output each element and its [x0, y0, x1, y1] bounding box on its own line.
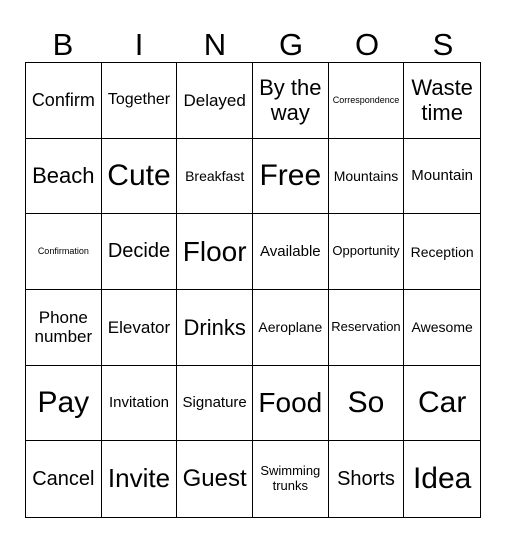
bingo-cell: Reservation: [329, 290, 405, 366]
bingo-cell: Reception: [404, 214, 480, 290]
bingo-cell: Idea: [412, 461, 472, 495]
bingo-cell: Breakfast: [177, 139, 253, 215]
bingo-cell: Swimming trunks: [253, 441, 329, 517]
bingo-cell: Opportunity: [329, 214, 405, 290]
bingo-cell: Guest: [177, 441, 253, 517]
title-letter-g: G: [278, 26, 304, 62]
title-letter-o: O: [354, 26, 380, 62]
bingo-cell: Shorts: [329, 441, 405, 517]
bingo-cell: Available: [253, 214, 329, 290]
bingo-cell: Food: [253, 366, 329, 442]
bingo-cell: So: [329, 366, 405, 442]
bingo-cell: Car: [404, 366, 480, 442]
bingo-cell: Free: [253, 139, 329, 215]
bingo-cell: Invitation: [102, 366, 178, 442]
bingo-cell: Confirm: [26, 63, 102, 139]
bingo-cell: Aeroplane: [253, 290, 329, 366]
bingo-cell: Decide: [102, 214, 178, 290]
bingo-cell: Signature: [177, 366, 253, 442]
bingo-cell: Beach: [26, 139, 102, 215]
bingo-cell: Drinks: [177, 290, 253, 366]
bingo-cell: Cancel: [26, 441, 102, 517]
bingo-cell: Waste time: [404, 63, 480, 139]
title-letter-i: I: [134, 26, 144, 62]
bingo-cell: Delayed: [177, 63, 253, 139]
title-letter-n: N: [203, 26, 227, 62]
bingo-cell: Confirmation: [26, 214, 102, 290]
bingo-cell: By the way: [253, 63, 329, 139]
bingo-cell: Correspondence: [329, 63, 405, 139]
bingo-title: [25, 26, 481, 62]
bingo-grid: [25, 62, 481, 518]
title-letter-b: B: [52, 26, 74, 62]
bingo-cell: Phone number: [26, 290, 102, 366]
bingo-cell: Elevator: [102, 290, 178, 366]
bingo-cell: Together: [102, 63, 178, 139]
title-letter-s: S: [432, 26, 454, 62]
bingo-cell: Awesome: [404, 290, 480, 366]
bingo-cell: Cute: [102, 139, 178, 215]
bingo-cell: Invite: [102, 441, 178, 517]
bingo-cell: Floor: [177, 214, 253, 290]
bingo-cell: Pay: [26, 366, 102, 442]
bingo-cell: Mountain: [404, 139, 480, 215]
bingo-cell: Mountains: [329, 139, 405, 215]
